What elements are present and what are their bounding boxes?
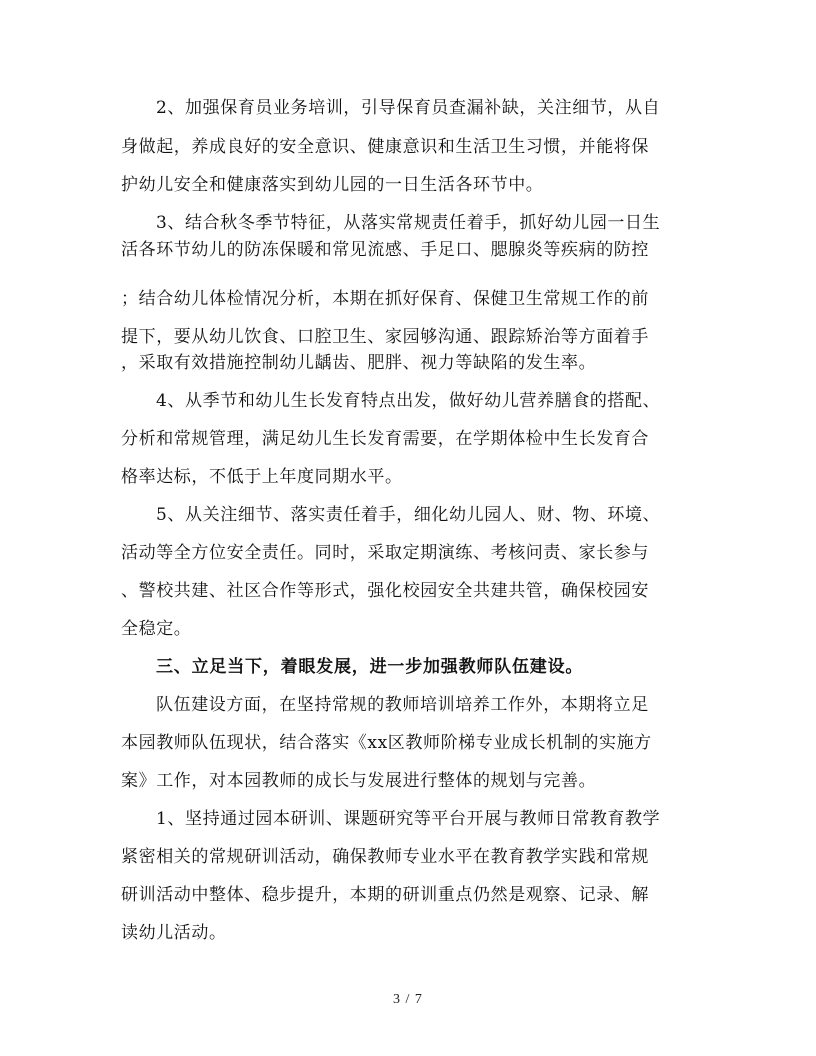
text-line: 护幼儿安全和健康落实到幼儿园的一日生活各环节中。 <box>121 175 544 195</box>
text-line: ，采取有效措施控制幼儿龋齿、肥胖、视力等缺陷的发生率。 <box>121 353 597 373</box>
text-line: 身做起，养成良好的安全意识、健康意识和生活卫生习惯，并能将保 <box>121 137 649 157</box>
text-line: 队伍建设方面，在坚持常规的教师培训培养工作外，本期将立足 <box>156 695 649 715</box>
text-line: 4、从季节和幼儿生长发育特点出发，做好幼儿营养膳食的搭配、 <box>156 391 661 411</box>
text-line: 研训活动中整体、稳步提升，本期的研训重点仍然是观察、记录、解 <box>121 885 649 905</box>
text-line: 5、从关注细节、落实责任着手，细化幼儿园人、财、物、环境、 <box>156 505 661 525</box>
text-line: 3、结合秋冬季节特征，从落实常规责任着手，抓好幼儿园一日生 <box>156 213 661 233</box>
text-line: 、警校共建、社区合作等形式，强化校园安全共建共管，确保校园安 <box>121 581 649 601</box>
text-line: 读幼儿活动。 <box>121 923 227 943</box>
text-line: 本园教师队伍现状，结合落实《xx区教师阶梯专业成长机制的实施方 <box>121 733 652 753</box>
text-line: 紧密相关的常规研训活动，确保教师专业水平在教育教学实践和常规 <box>121 847 649 867</box>
section-heading: 三、立足当下，着眼发展，进一步加强教师队伍建设。 <box>156 657 584 677</box>
text-line: 1、坚持通过园本研训、课题研究等平台开展与教师日常教育教学 <box>156 809 661 829</box>
text-line: 提下，要从幼儿饮食、口腔卫生、家园够沟通、跟踪矫治等方面着手 <box>121 327 649 347</box>
text-line: 活动等全方位安全责任。同时，采取定期演练、考核问责、家长参与 <box>121 543 649 563</box>
page-number: 3 / 7 <box>393 992 423 1007</box>
text-line: 案》工作，对本园教师的成长与发展进行整体的规划与完善。 <box>121 771 597 791</box>
text-line: 活各环节幼儿的防冻保暖和常见流感、手足口、腮腺炎等疾病的防控 <box>121 240 649 260</box>
text-line: 格率达标，不低于上年度同期水平。 <box>121 467 403 487</box>
text-line: 分析和常规管理，满足幼儿生长发育需要，在学期体检中生长发育合 <box>121 429 649 449</box>
text-line: 全稳定。 <box>121 619 192 639</box>
text-line: ；结合幼儿体检情况分析，本期在抓好保育、保健卫生常规工作的前 <box>121 289 649 309</box>
text-line: 2、加强保育员业务培训，引导保育员查漏补缺，关注细节，从自 <box>156 98 661 118</box>
